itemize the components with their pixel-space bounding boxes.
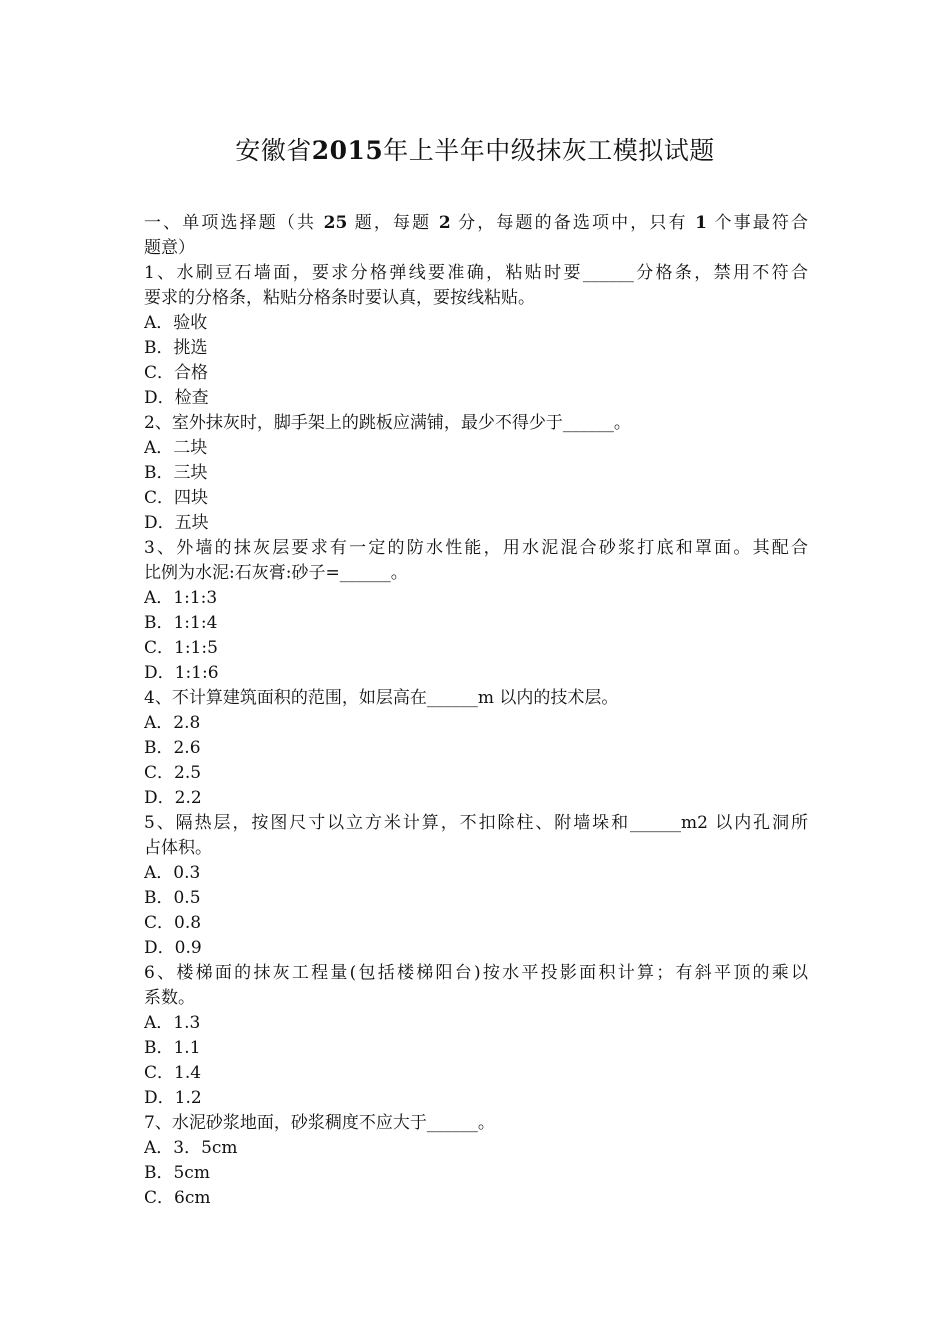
option-c: C．0.8 (144, 913, 202, 933)
title-year: 2015 (311, 136, 384, 165)
option-c: C．四块 (144, 488, 209, 508)
option-d: D．2.2 (144, 788, 202, 808)
option-c: C．2.5 (144, 763, 202, 783)
question-text: 占体积。 (144, 838, 212, 858)
option-a: A．1:1:3 (144, 588, 218, 608)
question-1 (144, 261, 808, 411)
title-suffix: 年上半年中级抹灰工模拟试题 (383, 136, 715, 165)
option-d: D．检查 (144, 388, 209, 408)
question-text: 要求的分格条，粘贴分格条时要认真，要按线粘贴。 (144, 288, 535, 308)
option-b: B．挑选 (144, 338, 208, 358)
option-c: C．6cm (144, 1188, 211, 1208)
title-prefix: 安徽省 (235, 136, 312, 165)
option-d: D．0.9 (144, 938, 202, 958)
option-b: B．三块 (144, 463, 208, 483)
option-a: A．1.3 (144, 1013, 201, 1033)
option-a: A．3．5cm (144, 1138, 238, 1158)
question-text: 系数。 (144, 988, 195, 1008)
question-text: 2、室外抹灰时，脚手架上的跳板应满铺，最少不得少于______。 (144, 413, 631, 433)
option-d: D．1.2 (144, 1088, 202, 1108)
question-text: 6、楼梯面的抹灰工程量(包括楼梯阳台)按水平投影面积计算；有斜平顶的乘以 (144, 963, 808, 983)
page-title (0, 133, 950, 169)
question-6 (144, 961, 808, 1111)
question-text: 4、不计算建筑面积的范围，如层高在______m 以内的技术层。 (144, 688, 619, 708)
question-text: 3、外墙的抹灰层要求有一定的防水性能，用水泥混合砂浆打底和罩面。其配合 (144, 538, 808, 558)
option-c: C．1:1:5 (144, 638, 218, 658)
question-text: 5、隔热层，按图尺寸以立方米计算，不扣除柱、附墙垛和______m2 以内孔洞所 (144, 813, 808, 833)
question-4 (144, 686, 808, 811)
question-7 (144, 1111, 808, 1211)
exam-content (144, 211, 808, 1211)
option-b: B．0.5 (144, 888, 201, 908)
option-c: C．1.4 (144, 1063, 202, 1083)
question-text: 7、水泥砂浆地面，砂浆稠度不应大于______。 (144, 1113, 495, 1133)
question-3 (144, 536, 808, 686)
option-b: B．1:1:4 (144, 613, 218, 633)
option-d: D．1:1:6 (144, 663, 219, 683)
option-b: B．1.1 (144, 1038, 201, 1058)
option-c: C．合格 (144, 363, 209, 383)
question-text: 比例为水泥:石灰膏:砂子=______。 (144, 563, 408, 583)
option-a: A．验收 (144, 313, 208, 333)
option-a: A．0.3 (144, 863, 201, 883)
option-d: D．五块 (144, 513, 209, 533)
option-b: B．5cm (144, 1163, 210, 1183)
option-a: A．二块 (144, 438, 208, 458)
section-heading-line-1: 一、单项选择题（共 25 题，每题 2 分，每题的备选项中，只有 1 个事最符合 (144, 213, 808, 233)
section-heading-line-2: 题意） (144, 238, 195, 258)
question-text: 1、水刷豆石墙面，要求分格弹线要准确，粘贴时要______分格条，禁用不符合 (144, 263, 808, 283)
question-2 (144, 411, 808, 536)
option-a: A．2.8 (144, 713, 201, 733)
option-b: B．2.6 (144, 738, 201, 758)
question-5 (144, 811, 808, 961)
